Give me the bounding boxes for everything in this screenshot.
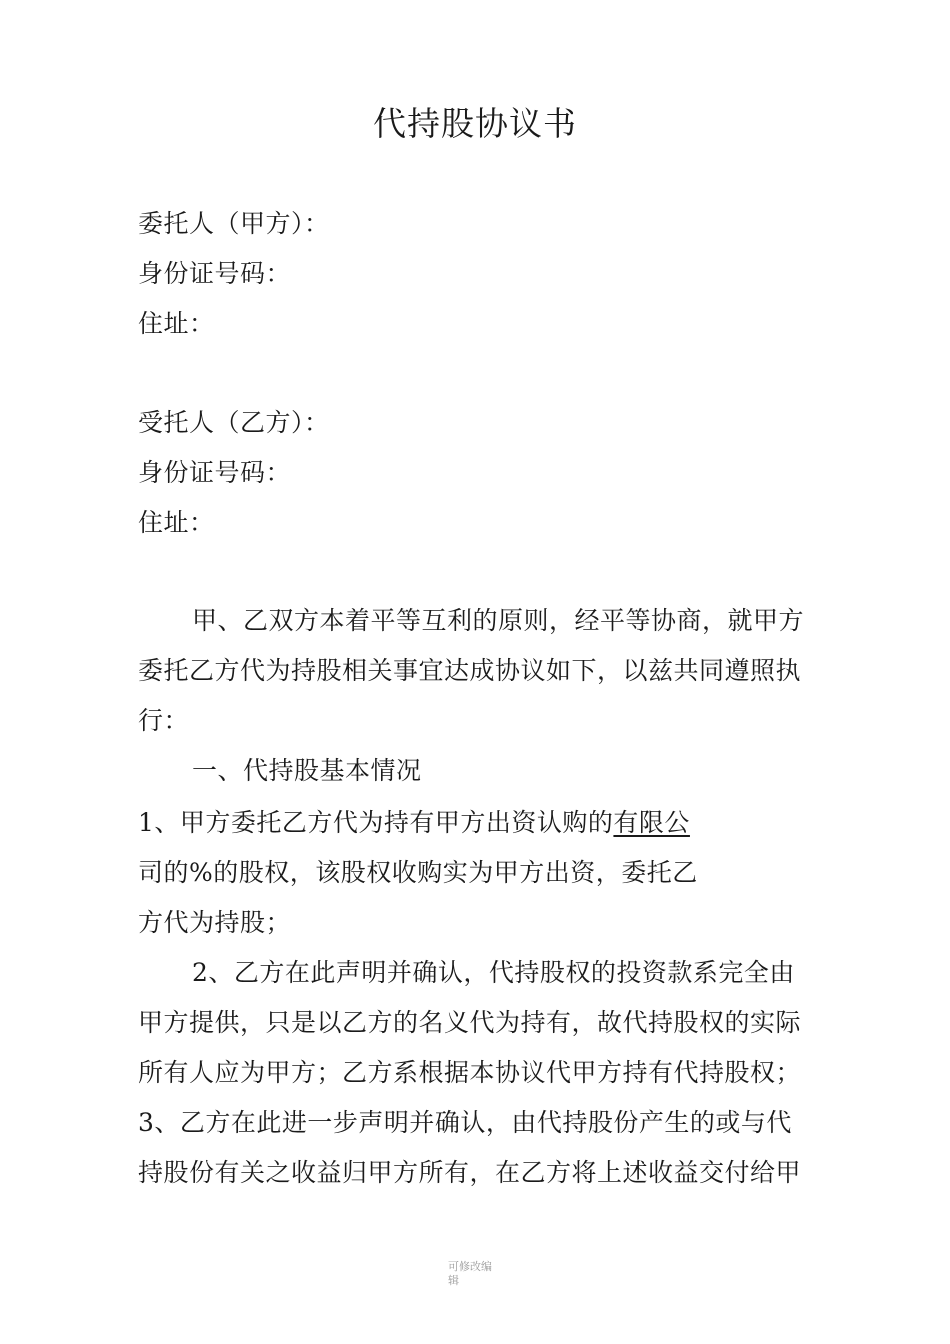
clause3-line-2: 持股份有关之收益归甲方所有，在乙方将上述收益交付给甲 bbox=[138, 1158, 802, 1187]
intro-line-2: 委托乙方代为持股相关事宜达成协议如下，以兹共同遵照执 bbox=[138, 656, 802, 685]
clause1-line-1-text: 1、甲方委托乙方代为持有甲方出资认购的 bbox=[138, 808, 614, 837]
party-b-id-label: 身份证号码： bbox=[138, 458, 292, 487]
clause1-line-3: 方代为持股； bbox=[138, 908, 292, 937]
footer-line-2: 辑 bbox=[448, 1274, 459, 1287]
intro-line-1: 甲、乙双方本着平等互利的原则，经平等协商，就甲方 bbox=[192, 606, 805, 635]
company-name-underlined: 有限公 bbox=[613, 808, 690, 837]
party-a-label: 委托人（甲方）： bbox=[138, 209, 330, 238]
party-a-address-label: 住址： bbox=[138, 309, 215, 338]
footer-line-1: 可修改编 bbox=[448, 1260, 492, 1273]
clause1-line-1 bbox=[138, 806, 690, 840]
clause3-line-1: 3、乙方在此进一步声明并确认，由代持股份产生的或与代 bbox=[138, 1108, 792, 1137]
party-b-address-label: 住址： bbox=[138, 508, 215, 537]
clause2-line-1: 2、乙方在此声明并确认，代持股权的投资款系完全由 bbox=[192, 958, 795, 987]
clause2-line-2: 甲方提供，只是以乙方的名义代为持有，故代持股权的实际 bbox=[138, 1008, 802, 1037]
clause2-line-3: 所有人应为甲方；乙方系根据本协议代甲方持有代持股权； bbox=[138, 1058, 802, 1087]
intro-line-3: 行： bbox=[138, 706, 190, 735]
document-title: 代持股协议书 bbox=[373, 104, 577, 143]
party-b-label: 受托人（乙方）： bbox=[138, 408, 330, 437]
section1-heading: 一、代持股基本情况 bbox=[192, 756, 422, 785]
editable-footer-note bbox=[448, 1260, 508, 1288]
clause1-line-2: 司的%的股权，该股权收购实为甲方出资，委托乙 bbox=[138, 858, 698, 887]
party-a-id-label: 身份证号码： bbox=[138, 259, 292, 288]
